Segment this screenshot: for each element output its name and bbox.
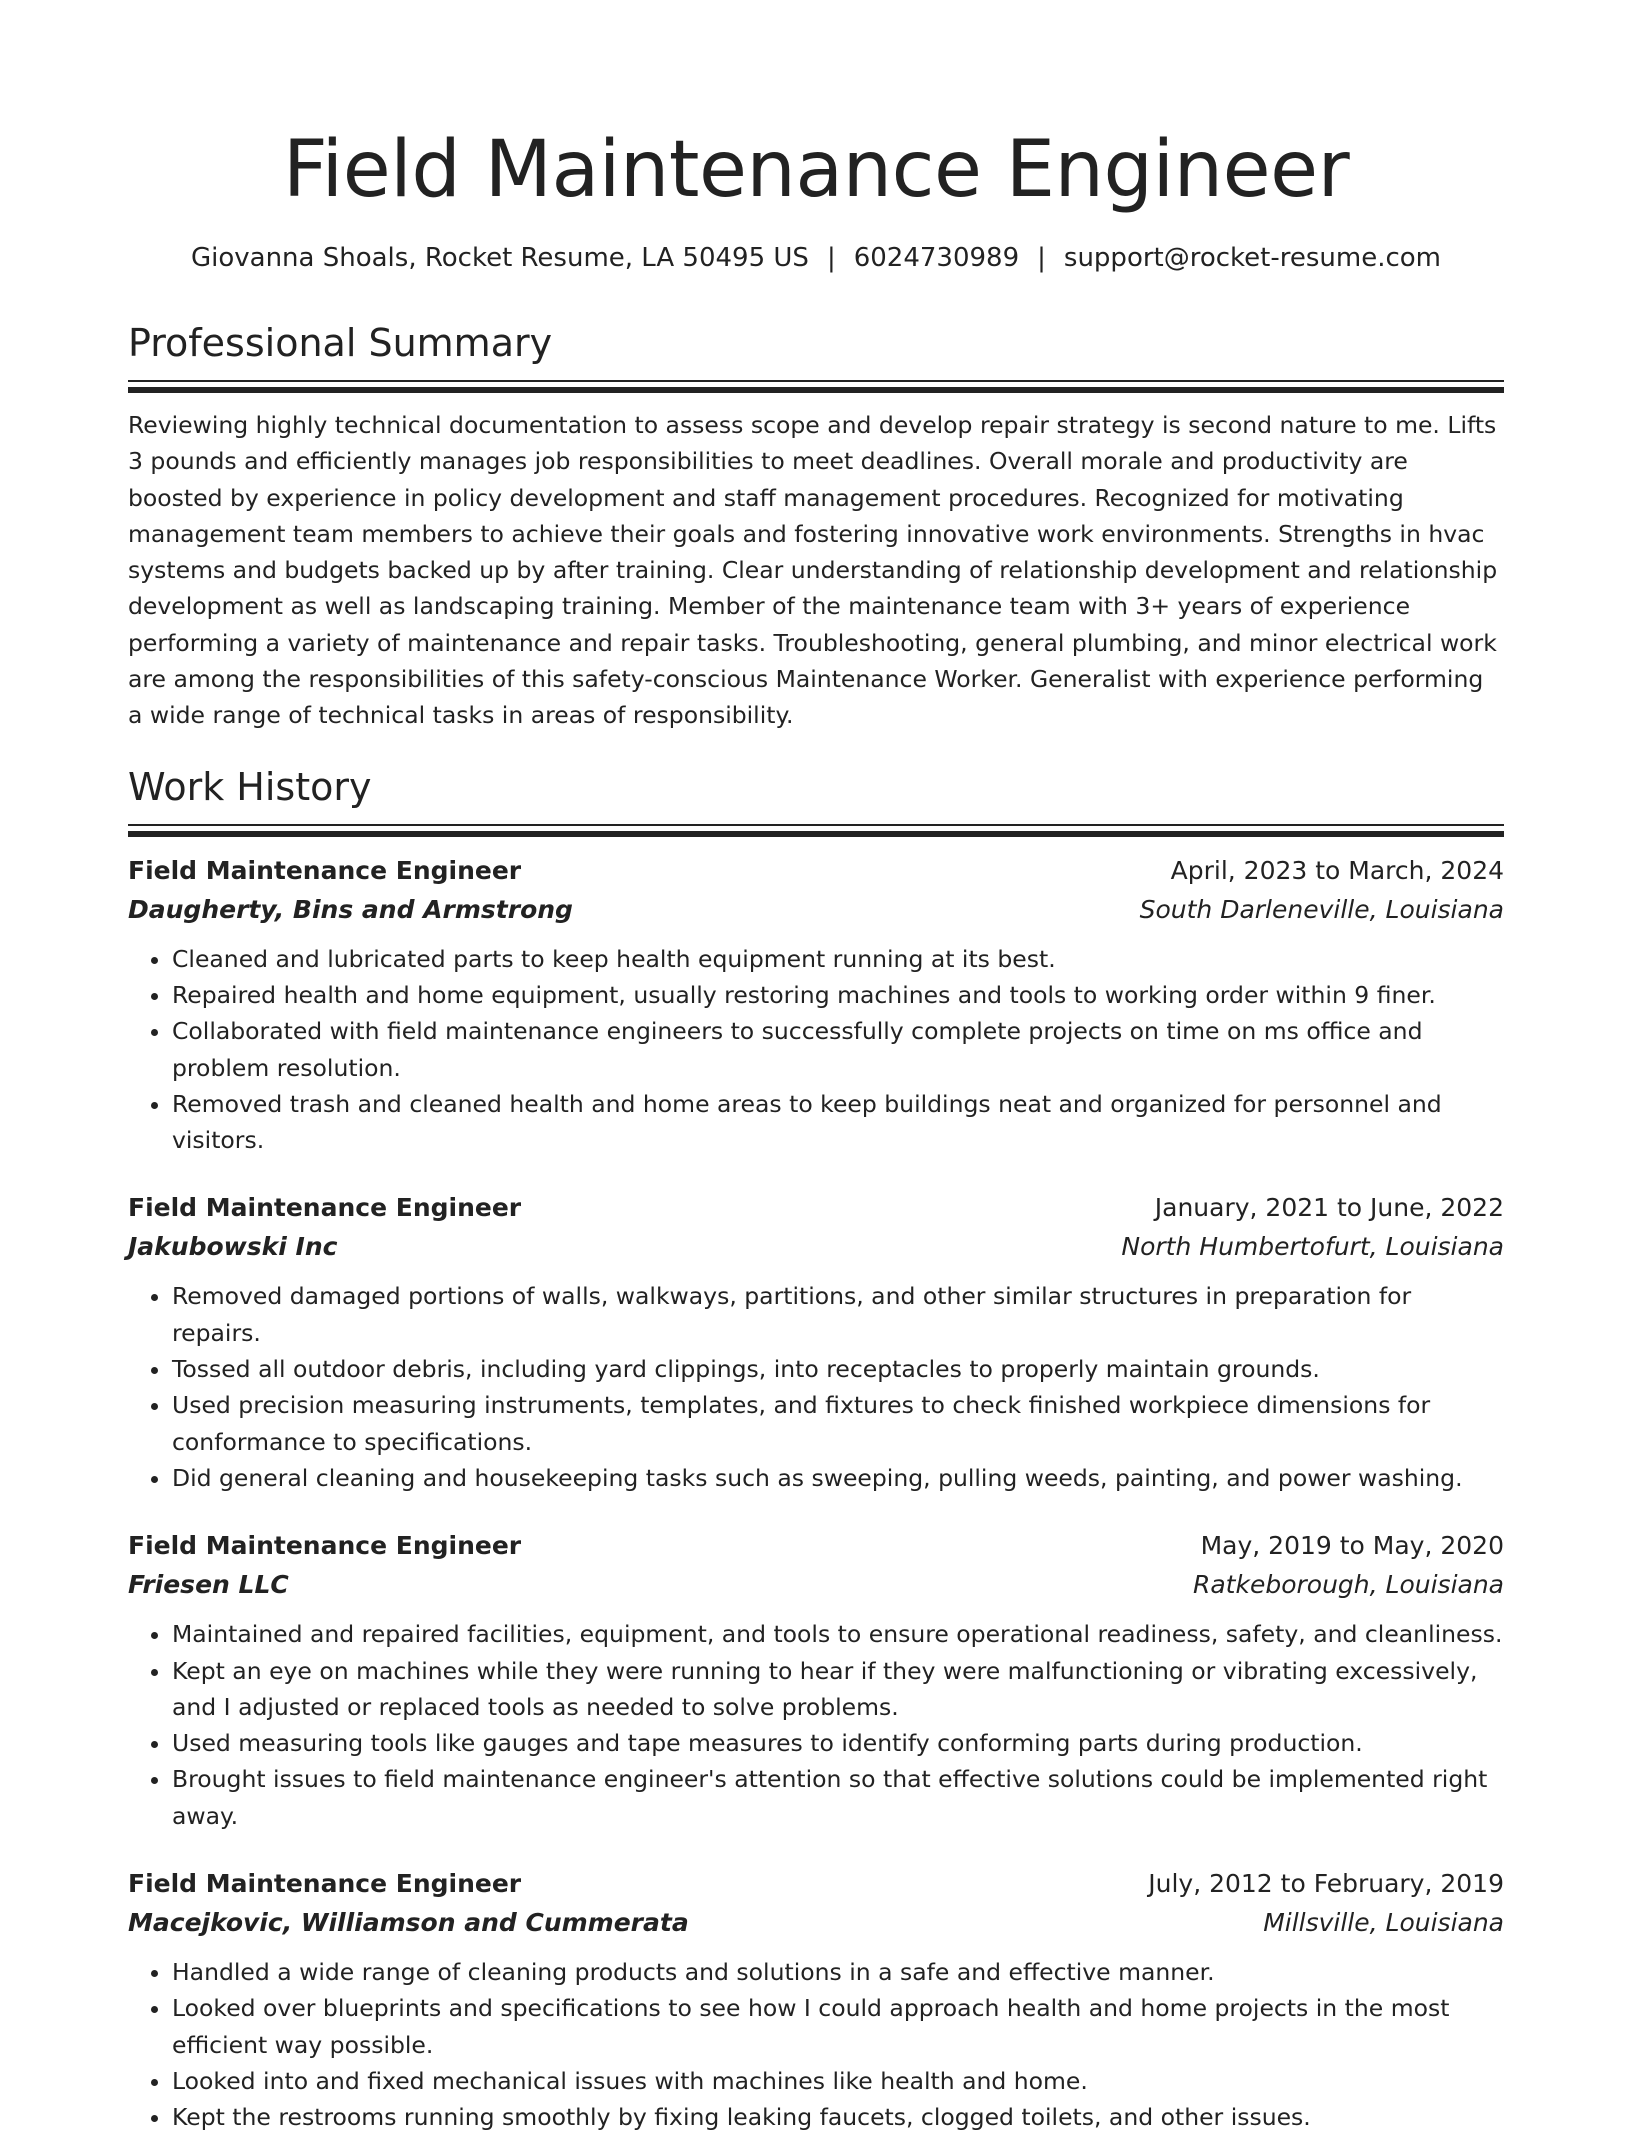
job-header-row bbox=[128, 1864, 1504, 1904]
job-bullet: • Brought issues to field maintenance engineer's attention so that effective solutions could be implemented right away. bbox=[172, 1761, 1504, 1834]
section-divider bbox=[128, 824, 1504, 837]
job-bullet: • Looked over blueprints and specifications to see how I could approach health and home projects in the most efficient way possible. bbox=[172, 1990, 1504, 2063]
job-title: Field Maintenance Engineer bbox=[128, 1193, 522, 1223]
contact-email: support@rocket-resume.com bbox=[1063, 243, 1442, 273]
job-dates: January, 2021 to June, 2022 bbox=[1154, 1193, 1504, 1223]
job-bullet: • Looked into and fixed mechanical issues with machines like health and home. bbox=[172, 2063, 1504, 2099]
job-bullet-list bbox=[128, 941, 1504, 1159]
job-company-row bbox=[128, 891, 1504, 929]
job-location: South Darleneville, Louisiana bbox=[1139, 894, 1504, 924]
job-bullet: • Removed damaged portions of walls, walkways, partitions, and other similar structures in preparation for repairs. bbox=[172, 1278, 1504, 1351]
job-bullet: • Tossed all outdoor debris, including yard clippings, into receptacles to properly maintain grounds. bbox=[172, 1351, 1504, 1387]
job-bullet: • Handled a wide range of cleaning products and solutions in a safe and effective manner. bbox=[172, 1954, 1504, 1990]
work-history-section bbox=[128, 762, 1504, 2136]
contact-separator: | bbox=[1037, 243, 1046, 273]
contact-line bbox=[128, 240, 1504, 276]
job-header-row bbox=[128, 851, 1504, 891]
job-location: North Humbertofurt, Louisiana bbox=[1121, 1232, 1504, 1262]
job-entry bbox=[128, 1864, 1504, 2135]
job-location: Ratkeborough, Louisiana bbox=[1192, 1570, 1504, 1600]
job-location: Millsville, Louisiana bbox=[1263, 1908, 1504, 1938]
job-company: Friesen LLC bbox=[128, 1570, 289, 1600]
job-bullet-list bbox=[128, 1616, 1504, 1834]
job-bullet: • Did general cleaning and housekeeping tasks such as sweeping, pulling weeds, painting, and power washing. bbox=[172, 1460, 1504, 1496]
job-bullet: • Maintained and repaired facilities, equipment, and tools to ensure operational readiness, safety, and cleanliness. bbox=[172, 1616, 1504, 1652]
summary-paragraph: Reviewing highly technical documentation to assess scope and develop repair strategy is second nature to me. Lifts 3 pounds and efficiently manages job responsibilities to meet deadlines. Overall morale and productivity are boosted by experience in policy development and staff management procedures. Recognized for motivating management team members to achieve their goals and fostering innovative work environments. Strengths in hvac systems and budgets backed up by after training. Clear understanding of relationship development and relationship development as well as landscaping training. Member of the maintenance team with 3+ years of experience performing a variety of maintenance and repair tasks. Troubleshooting, general plumbing, and minor electrical work are among the responsibilities of this safety-conscious Maintenance Worker. Generalist with experience performing a wide range of technical tasks in areas of responsibility. bbox=[128, 411, 1498, 730]
section-divider bbox=[128, 380, 1504, 393]
job-bullet: • Kept an eye on machines while they were running to hear if they were malfunctioning or vibrating excessively, and I adjusted or replaced tools as needed to solve problems. bbox=[172, 1653, 1504, 1726]
resume-page bbox=[128, 0, 1504, 2136]
job-entry bbox=[128, 851, 1504, 1159]
job-company: Jakubowski Inc bbox=[128, 1232, 338, 1262]
job-company: Macejkovic, Williamson and Cummerata bbox=[128, 1908, 689, 1938]
job-dates: April, 2023 to March, 2024 bbox=[1170, 855, 1504, 885]
job-title: Field Maintenance Engineer bbox=[128, 1869, 522, 1899]
job-bullet-list bbox=[128, 1954, 1504, 2135]
job-bullet: • Cleaned and lubricated parts to keep health equipment running at its best. bbox=[172, 941, 1504, 977]
job-company-row bbox=[128, 1566, 1504, 1604]
job-bullet: • Used precision measuring instruments, templates, and fixtures to check finished workpiece dimensions for conformance to specifications. bbox=[172, 1387, 1504, 1460]
job-entry bbox=[128, 1188, 1504, 1496]
job-bullet: • Used measuring tools like gauges and tape measures to identify conforming parts during production. bbox=[172, 1725, 1504, 1761]
job-bullet: • Kept the restrooms running smoothly by fixing leaking faucets, clogged toilets, and other issues. bbox=[172, 2099, 1504, 2135]
job-title: Field Maintenance Engineer bbox=[128, 855, 522, 885]
job-bullet-list bbox=[128, 1278, 1504, 1496]
contact-address: Giovanna Shoals, Rocket Resume, LA 50495 US bbox=[190, 243, 809, 273]
job-header-row bbox=[128, 1188, 1504, 1228]
job-header-row bbox=[128, 1526, 1504, 1566]
job-bullet: • Repaired health and home equipment, usually restoring machines and tools to working order within 9 finer. bbox=[172, 977, 1504, 1013]
contact-phone: 6024730989 bbox=[853, 243, 1020, 273]
job-company: Daugherty, Bins and Armstrong bbox=[128, 894, 573, 924]
job-dates: May, 2019 to May, 2020 bbox=[1200, 1531, 1504, 1561]
job-bullet: • Removed trash and cleaned health and home areas to keep buildings neat and organized for personnel and visitors. bbox=[172, 1086, 1504, 1159]
job-dates: July, 2012 to February, 2019 bbox=[1148, 1869, 1504, 1899]
professional-summary-section bbox=[128, 318, 1504, 734]
section-heading-summary: Professional Summary bbox=[128, 321, 553, 365]
section-heading-work-history: Work History bbox=[128, 764, 372, 809]
job-title: Field Maintenance Engineer bbox=[128, 1531, 522, 1561]
contact-separator: | bbox=[826, 243, 836, 273]
job-company-row bbox=[128, 1904, 1504, 1942]
job-bullet: • Collaborated with field maintenance engineers to successfully complete projects on time on ms office and problem resolution. bbox=[172, 1013, 1504, 1086]
job-company-row bbox=[128, 1228, 1504, 1266]
job-entry bbox=[128, 1526, 1504, 1834]
resume-title: Field Maintenance Engineer bbox=[282, 125, 1350, 215]
